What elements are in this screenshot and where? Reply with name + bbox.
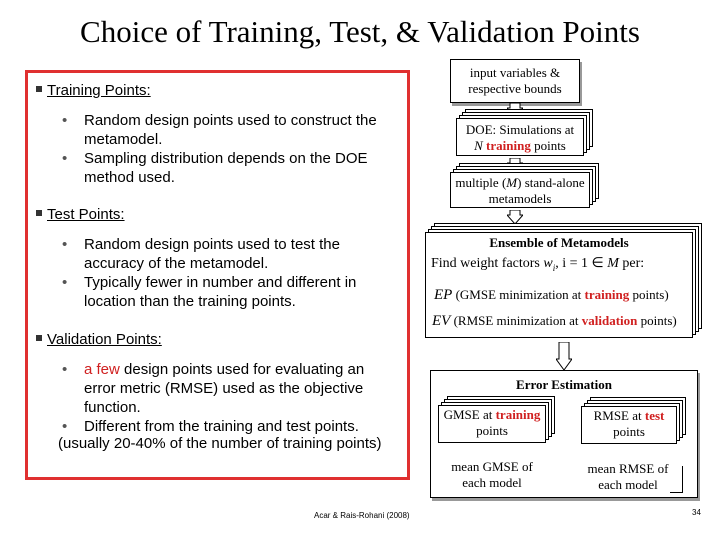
bullet-icon: • bbox=[62, 150, 68, 167]
page-number: 34 bbox=[692, 508, 701, 517]
bullet-icon: • bbox=[62, 361, 68, 378]
list-item: • Typically fewer in number and different in location than the training points. bbox=[62, 274, 357, 310]
error-title: Error Estimation bbox=[516, 377, 612, 392]
mean-rmse-label: mean RMSE of each model bbox=[580, 460, 676, 496]
mean-gmse-label: mean GMSE of each model bbox=[443, 458, 541, 494]
rmse-box: RMSE at test points bbox=[581, 406, 677, 444]
citation: Acar & Rais-Rohani (2008) bbox=[314, 511, 410, 520]
inputs-box: input variables & respective bounds bbox=[450, 59, 580, 103]
list-item: • Random design points used to construct the metamodel. bbox=[62, 112, 377, 148]
validation-note: (usually 20-40% of the number of training points) bbox=[58, 435, 382, 452]
metamodels-box: multiple (M) stand-alone metamodels bbox=[450, 172, 590, 208]
list-item: • Sampling distribution depends on the DOE method used. bbox=[62, 150, 368, 186]
bullet-icon: • bbox=[62, 418, 68, 435]
ensemble-title: Ensemble of Metamodels bbox=[489, 235, 629, 250]
slide-title: Choice of Training, Test, & Validation Points bbox=[80, 14, 640, 49]
training-heading: Training Points: bbox=[47, 82, 151, 99]
arrow-down-icon bbox=[507, 158, 523, 172]
bullet-icon: • bbox=[62, 112, 68, 129]
arrow-down-icon bbox=[507, 210, 523, 224]
training-list bbox=[62, 111, 407, 187]
test-heading-row bbox=[36, 206, 125, 223]
few-highlight: a few bbox=[84, 361, 120, 378]
square-bullet-icon bbox=[36, 210, 42, 216]
list-item: • a few design points used for evaluating an error metric (RMSE) used as the objective function. bbox=[62, 361, 365, 416]
training-heading-row bbox=[36, 82, 151, 99]
list-item: • Random design points used to test the accuracy of the metamodel. bbox=[62, 236, 340, 272]
ensemble-box bbox=[425, 232, 693, 338]
arrow-down-icon bbox=[556, 342, 572, 370]
weights-line: Find weight factors $w_i$, i = 1 ∈ M per: bbox=[431, 256, 645, 273]
ep-line: EP (GMSE minimization at training points) bbox=[434, 286, 669, 303]
square-bullet-icon bbox=[36, 335, 42, 341]
arrow-down-icon bbox=[507, 103, 523, 117]
validation-heading-row bbox=[36, 331, 162, 348]
test-list bbox=[62, 235, 382, 311]
doe-box: DOE: Simulations at N training points bbox=[456, 118, 584, 156]
bullet-icon: • bbox=[62, 236, 68, 253]
list-item: • Different from the training and test points. bbox=[62, 418, 359, 435]
gmse-box: GMSE at training points bbox=[438, 405, 546, 443]
validation-list bbox=[62, 360, 392, 436]
test-heading: Test Points: bbox=[47, 206, 125, 223]
square-bullet-icon bbox=[36, 86, 42, 92]
validation-heading: Validation Points: bbox=[47, 331, 162, 348]
bullet-icon: • bbox=[62, 274, 68, 291]
box-edge bbox=[670, 466, 683, 493]
ev-line: EV (RMSE minimization at validation points) bbox=[432, 312, 677, 329]
